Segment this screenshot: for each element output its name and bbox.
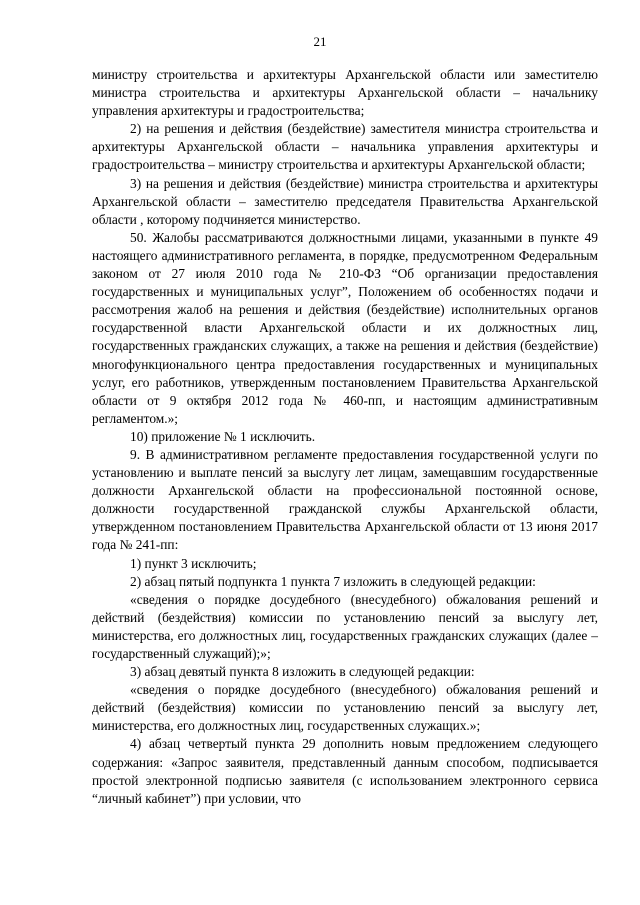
document-body bbox=[92, 66, 598, 808]
paragraph-quote-2: «сведения о порядке досудебного (внесудебного) обжалования решений и действий (бездействия) комиссии по установлению пенсий за выслугу лет, министерства, его должностных лиц, государственных служащих.»; bbox=[92, 682, 598, 734]
paragraph-sub-1: 1) пункт 3 исключить; bbox=[130, 555, 257, 571]
paragraph-item-10: 10) приложение № 1 исключить. bbox=[130, 428, 316, 444]
paragraph-item-3: 3) на решения и действия (бездействие) министра строительства и архитектуры Архангельской области – заместителю председателя Правительства Архангельской области , которому подчиняется министерство. bbox=[92, 175, 598, 227]
paragraph-sub-4: 4) абзац четвертый пункта 29 дополнить новым предложением следующего содержания: «Запрос заявителя, представленный данным способом, подписывается простой электронной подписью заявителя (с использованием электронного сервиса “личный кабинет”) при условии, что bbox=[92, 736, 598, 806]
paragraph-continuation: министру строительства и архитектуры Архангельской области или заместителю министра строительства и архитектуры Архангельской области – начальнику управления архитектуры и градостроительства; bbox=[92, 67, 598, 119]
paragraph-sub-3: 3) абзац девятый пункта 8 изложить в следующей редакции: bbox=[130, 664, 475, 680]
paragraph-sub-2: 2) абзац пятый подпункта 1 пункта 7 изложить в следующей редакции: bbox=[130, 573, 536, 589]
paragraph-item-2: 2) на решения и действия (бездействие) заместителя министра строительства и архитектуры Архангельской области – начальника управления архитектуры и градостроительства – министру строительства и архитектуры Архангельской области; bbox=[92, 121, 598, 173]
paragraph-section-9: 9. В административном регламенте предоставления государственной услуги по установлению и выплате пенсий за выслугу лет лицам, замещавшим государственные должности Архангельской области на профессиональной постоянной основе, должности государственной гражданской службы Архангельской области, утвержденном постановлением Правительства Архангельской области от 13 июня 2017 года № 241-пп: bbox=[92, 446, 598, 553]
paragraph-quote-1: «сведения о порядке досудебного (внесудебного) обжалования решений и действий (бездействия) комиссии по установлению пенсий за выслугу лет, министерства, его должностных лиц, государственных гражданских служащих (далее – государственный служащий);»; bbox=[92, 591, 598, 661]
page-number: 21 bbox=[313, 34, 327, 49]
paragraph-clause-50: 50. Жалобы рассматриваются должностными лицами, указанными в пункте 49 настоящего административного регламента, в порядке, предусмотренном Федеральным законом от 27 июля 2010 года № 210-ФЗ “Об организации предоставления государственных и муниципальных услуг”, Положением об особенностях подачи и рассмотрения жалоб на решения и действия (бездействие) исполнительных органов государственной власти Архангельской области и их должностных лиц, государственных гражданских служащих, а также на решения и действия (бездействие) многофункционального центра предоставления государственных и муниципальных услуг, его работников, утвержденным постановлением Правительства Архангельской области от 9 октября 2012 года № 460-пп, и настоящим административным регламентом.»; bbox=[92, 229, 598, 426]
